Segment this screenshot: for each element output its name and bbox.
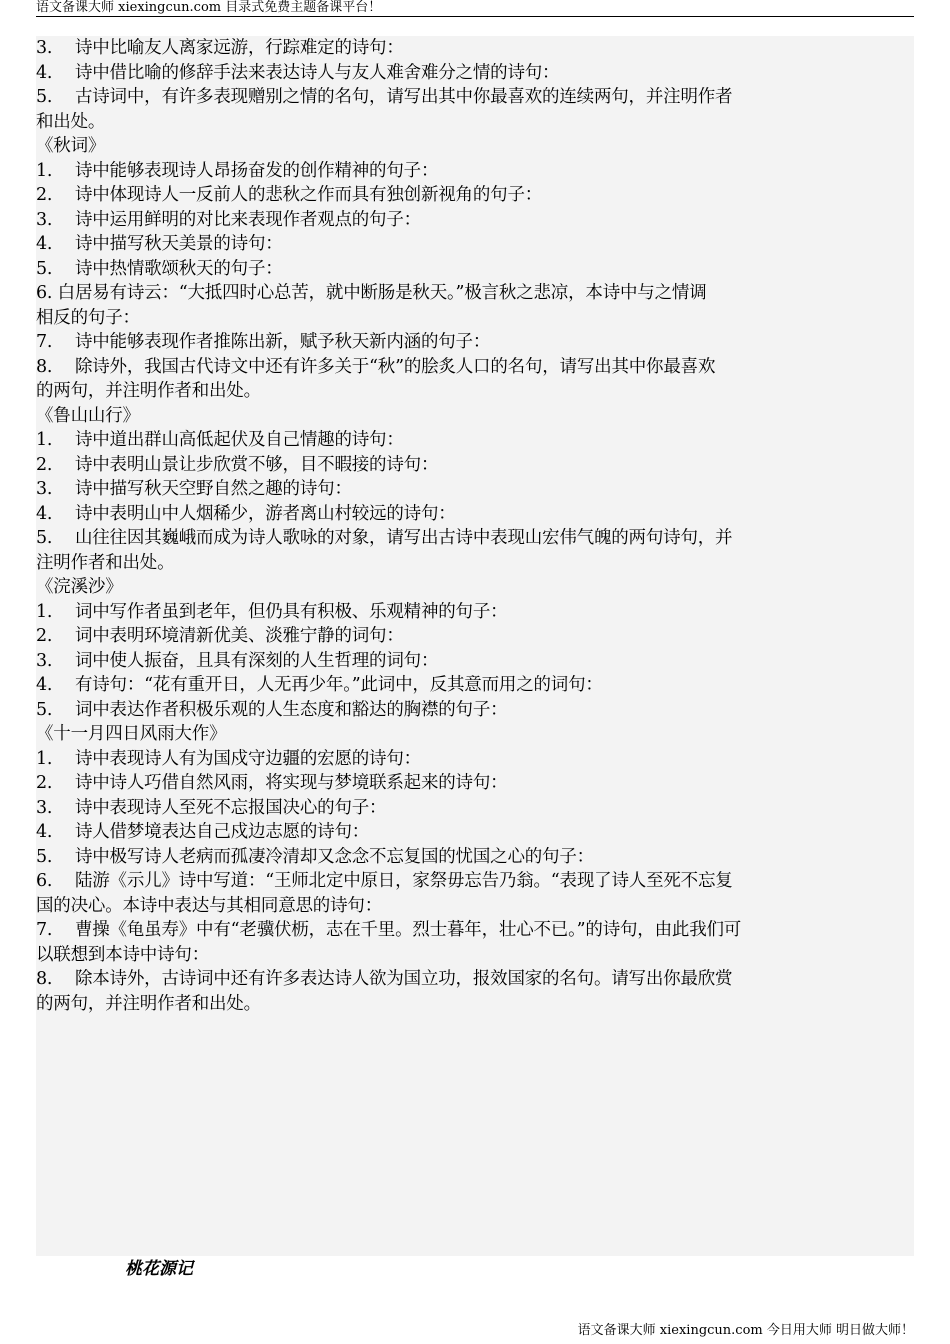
question-line: 5. 诗中热情歌颂秋天的句子： <box>36 258 283 279</box>
question-line: 的两句，并注明作者和出处。 <box>36 381 261 401</box>
question-line: 2. 词中表明环境清新优美、淡雅宁静的词句： <box>36 626 404 646</box>
question-line: 1. 词中写作者虽到老年，但仍具有积极、乐观精神的句子： <box>36 601 508 622</box>
question-line: 4. 诗中描写秋天美景的诗句： <box>36 234 283 254</box>
question-line: 4. 诗人借梦境表达自己戍边志愿的诗句： <box>36 822 370 842</box>
question-line: 7. 诗中能够表现作者推陈出新，赋予秋天新内涵的句子： <box>36 332 491 352</box>
question-line: 3. 诗中比喻友人离家远游，行踪难定的诗句： <box>36 38 404 58</box>
question-line: 相反的句子： <box>36 307 140 328</box>
question-line: 3. 词中使人振奋，且具有深刻的人生哲理的词句： <box>36 650 439 671</box>
question-line: 5. 古诗词中，有许多表现赠别之情的名句，请写出其中你最喜欢的连续两句，并注明作者 <box>36 87 733 107</box>
page-header: 语文备课大师 xiexingcun.com 目录式免费主题备课平台！ <box>36 0 914 17</box>
section-title: 《浣溪沙》 <box>36 577 123 597</box>
question-line: 5. 诗中极写诗人老病而孤凄冷清却又念念不忘复国的忧国之心的句子： <box>36 846 594 867</box>
question-line: 国的决心。本诗中表达与其相同意思的诗句： <box>36 895 382 916</box>
question-line: 1. 诗中能够表现诗人昂扬奋发的创作精神的句子： <box>36 160 439 181</box>
page-footer: 语文备课大师 xiexingcun.com 今日用大师 明日做大师！ <box>577 1323 914 1338</box>
question-line: 5. 山往往因其巍峨而成为诗人歌咏的对象，请写出古诗中表现山宏伟气魄的两句诗句，并 <box>36 528 733 548</box>
question-line: 2. 诗中体现诗人一反前人的悲秋之作而具有独创新视角的句子： <box>36 185 543 205</box>
question-line: 和出处。 <box>36 111 106 132</box>
question-line: 1. 诗中道出群山高低起伏及自己情趣的诗句： <box>36 430 404 450</box>
question-line: 4. 诗中表明山中人烟稀少，游者离山村较远的诗句： <box>36 503 456 524</box>
question-line: 的两句，并注明作者和出处。 <box>36 993 261 1014</box>
question-line: 以联想到本诗中诗句： <box>36 944 209 965</box>
question-line: 8. 除本诗外，古诗词中还有许多表达诗人欲为国立功，报效国家的名句。请写出你最欣赏 <box>36 969 733 989</box>
next-section-title: 桃花源记 <box>125 1259 193 1279</box>
section-title: 《秋词》 <box>36 136 106 156</box>
question-line: 1. 诗中表现诗人有为国戍守边疆的宏愿的诗句： <box>36 748 421 769</box>
section-title: 《十一月四日风雨大作》 <box>36 724 227 744</box>
section-title: 《鲁山山行》 <box>36 405 140 426</box>
question-line: 4. 诗中借比喻的修辞手法来表达诗人与友人难舍难分之情的诗句： <box>36 62 560 83</box>
question-line: 6. 陆游《示儿》诗中写道：“王师北定中原日，家祭毋忘告乃翁。“表现了诗人至死不忘复 <box>36 871 733 891</box>
question-line: 7. 曹操《龟虽寿》中有“老骥伏枥，志在千里。烈士暮年，壮心不已。”的诗句，由此我们可 <box>36 920 742 940</box>
question-line: 8. 除诗外，我国古代诗文中还有许多关于“秋”的脍炙人口的名句，请写出其中你最喜欢 <box>36 356 716 377</box>
worksheet-content <box>36 36 914 1256</box>
question-line: 注明作者和出处。 <box>36 552 175 573</box>
question-line: 3. 诗中描写秋天空野自然之趣的诗句： <box>36 479 352 499</box>
question-line: 4. 有诗句：“花有重开日，人无再少年。”此词中，反其意而用之的词句： <box>36 675 603 695</box>
question-line: 5. 词中表达作者积极乐观的人生态度和豁达的胸襟的句子： <box>36 699 508 720</box>
question-line: 2. 诗中表明山景让步欣赏不够，目不暇接的诗句： <box>36 454 439 475</box>
question-line: 3. 诗中运用鲜明的对比来表现作者观点的句子： <box>36 209 421 230</box>
question-line: 2. 诗中诗人巧借自然风雨，将实现与梦境联系起来的诗句： <box>36 773 508 793</box>
question-line: 3. 诗中表现诗人至死不忘报国决心的句子： <box>36 797 387 818</box>
question-line: 6. 白居易有诗云：“大抵四时心总苦，就中断肠是秋天。”极言秋之悲凉，本诗中与之情调 <box>36 283 707 303</box>
